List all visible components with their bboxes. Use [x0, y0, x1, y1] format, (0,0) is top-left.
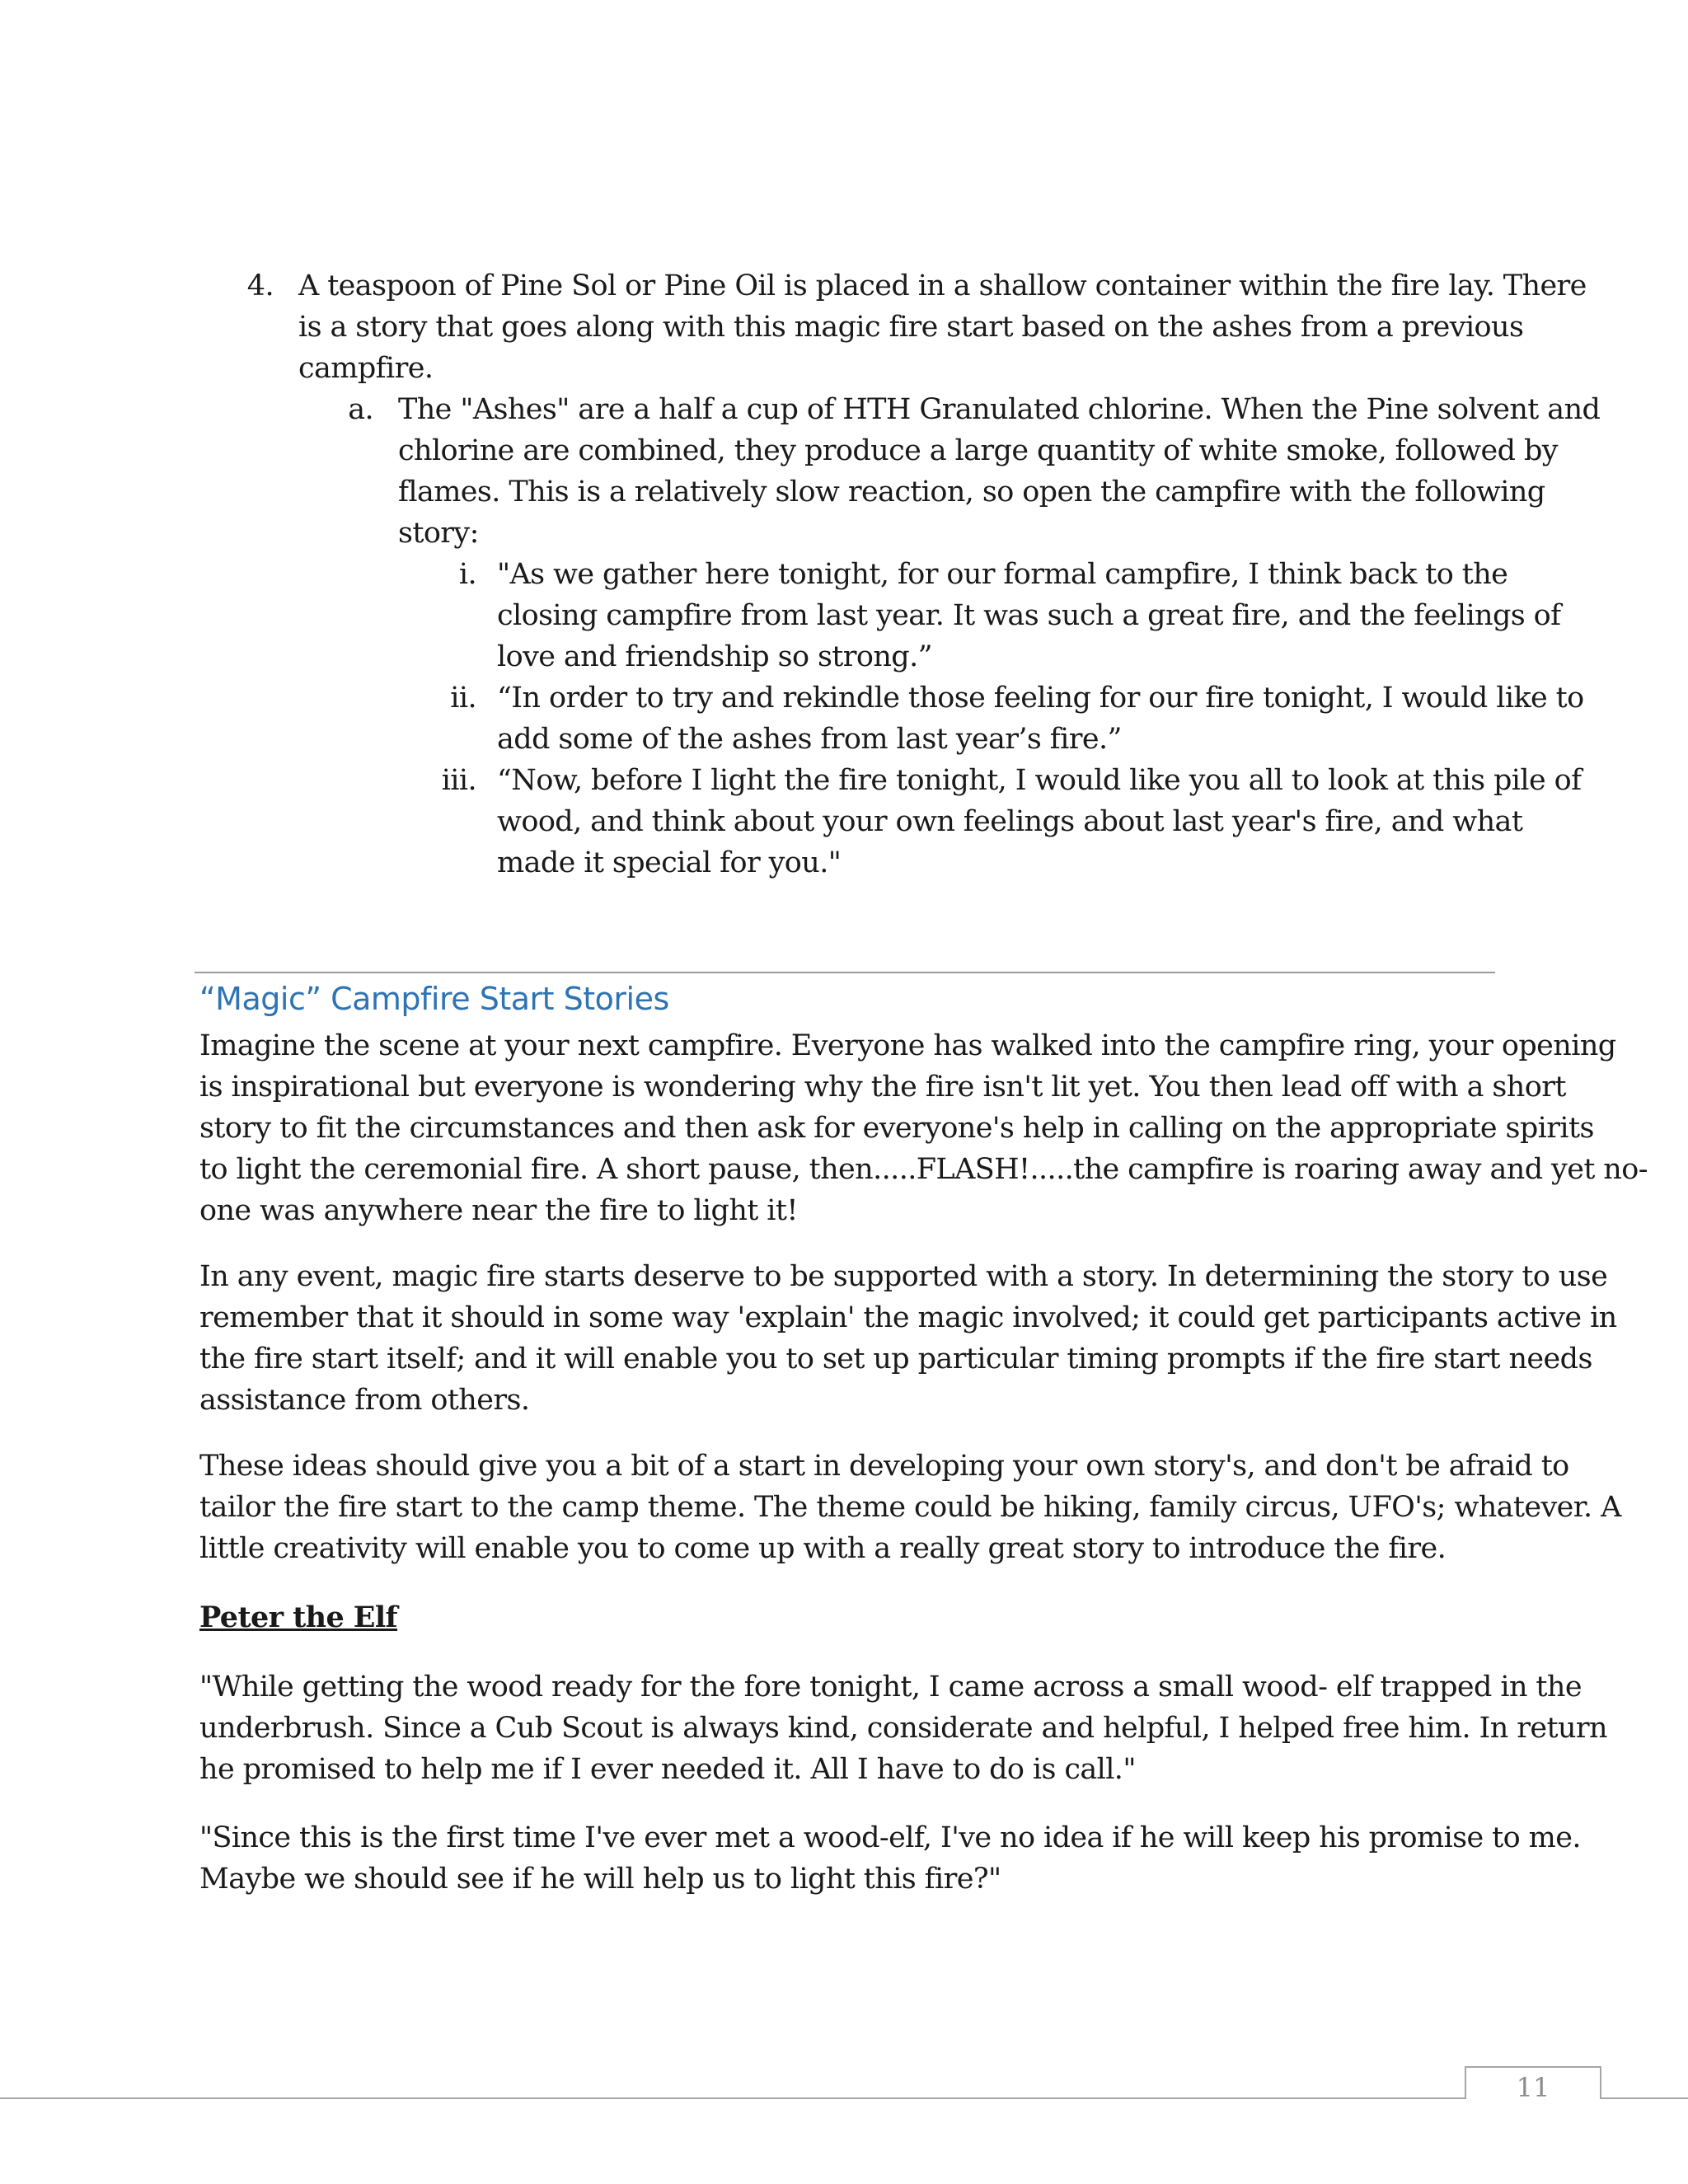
- list-marker: i.: [458, 558, 476, 591]
- list-item-text: [298, 265, 1587, 389]
- text-line: In any event, magic fire starts deserve to be supported with a story. In determining the story to use: [199, 1260, 1608, 1293]
- text-line: “In order to try and rekindle those feeling for our fire tonight, I would like to: [497, 682, 1584, 715]
- text-line: made it special for you.": [497, 846, 842, 879]
- list-item-text: [497, 760, 1582, 883]
- list-marker: 4.: [246, 269, 274, 302]
- section-heading: “Magic” Campfire Start Stories: [199, 981, 669, 1017]
- paragraph: [199, 1446, 1621, 1569]
- text-line: is inspirational but everyone is wondering why the fire isn't lit yet. You then lead off with a short: [199, 1071, 1566, 1104]
- text-line: remember that it should in some way 'explain' the magic involved; it could get participants active in: [199, 1301, 1617, 1334]
- list-marker: iii.: [441, 764, 476, 797]
- text-line: The "Ashes" are a half a cup of HTH Granulated chlorine. When the Pine solvent and: [398, 393, 1601, 426]
- text-line: little creativity will enable you to come up with a really great story to introduce the fire.: [199, 1532, 1447, 1565]
- text-line: underbrush. Since a Cub Scout is always kind, considerate and helpful, I helped free him. In return: [199, 1712, 1607, 1745]
- text-line: campfire.: [298, 352, 434, 385]
- text-line: "Since this is the first time I've ever met a wood-elf, I've no idea if he will keep his promise to me.: [199, 1821, 1581, 1854]
- list-item-a: [348, 389, 1601, 554]
- text-line: assistance from others.: [199, 1384, 530, 1417]
- text-line: flames. This is a relatively slow reaction, so open the campfire with the following: [398, 476, 1545, 509]
- text-line: story to fit the circumstances and then ask for everyone's help in calling on the appropriate spirits: [199, 1112, 1594, 1145]
- text-line: love and friendship so strong.”: [497, 640, 932, 673]
- text-line: is a story that goes along with this magic fire start based on the ashes from a previous: [298, 311, 1524, 344]
- page-number: 11: [1516, 2072, 1550, 2103]
- text-line: one was anywhere near the fire to light it!: [199, 1194, 798, 1227]
- footer-rule: [1600, 2097, 1688, 2099]
- text-line: Maybe we should see if he will help us to light this fire?": [199, 1863, 1001, 1896]
- paragraph: [199, 1666, 1607, 1790]
- text-line: tailor the fire start to the camp theme. The theme could be hiking, family circus, UFO's; whatever. A: [199, 1491, 1621, 1524]
- text-line: add some of the ashes from last year’s fire.”: [497, 723, 1122, 756]
- list-item-i: [458, 554, 1561, 677]
- text-line: wood, and think about your own feelings about last year's fire, and what: [497, 805, 1523, 838]
- paragraph: [199, 1817, 1581, 1900]
- text-line: “Now, before I light the fire tonight, I would like you all to look at this pile of: [497, 764, 1582, 797]
- text-line: to light the ceremonial fire. A short pause, then.....FLASH!.....the campfire is roaring away and yet no-: [199, 1153, 1648, 1186]
- text-line: the fire start itself; and it will enable you to set up particular timing prompts if the fire start needs: [199, 1343, 1592, 1376]
- text-line: "While getting the wood ready for the fore tonight, I came across a small wood- elf trapped in the: [199, 1671, 1582, 1704]
- story-title: Peter the Elf: [199, 1601, 398, 1634]
- list-item-text: [497, 554, 1561, 677]
- text-line: closing campfire from last year. It was such a great fire, and the feelings of: [497, 599, 1561, 632]
- text-line: "As we gather here tonight, for our formal campfire, I think back to the: [497, 558, 1508, 591]
- list-item-ii: [450, 677, 1584, 760]
- text-line: chlorine are combined, they produce a large quantity of white smoke, followed by: [398, 434, 1558, 467]
- list-item-iii: [441, 760, 1582, 883]
- text-line: he promised to help me if I ever needed it. All I have to do is call.": [199, 1753, 1136, 1786]
- footer-rule: [0, 2097, 1465, 2099]
- list-item-text: [398, 389, 1601, 554]
- text-line: A teaspoon of Pine Sol or Pine Oil is placed in a shallow container within the fire lay. There: [298, 269, 1587, 302]
- list-item-text: [497, 677, 1584, 760]
- text-line: These ideas should give you a bit of a start in developing your own story's, and don't be afraid to: [199, 1450, 1569, 1483]
- list-marker: a.: [348, 393, 373, 426]
- heading-rule: [195, 972, 1495, 973]
- list-item-4: [246, 265, 1587, 389]
- list-marker: ii.: [450, 682, 476, 715]
- paragraph: [199, 1256, 1617, 1421]
- text-line: Imagine the scene at your next campfire. Everyone has walked into the campfire ring, your opening: [199, 1029, 1616, 1062]
- text-line: story:: [398, 517, 479, 550]
- paragraph: [199, 1025, 1648, 1231]
